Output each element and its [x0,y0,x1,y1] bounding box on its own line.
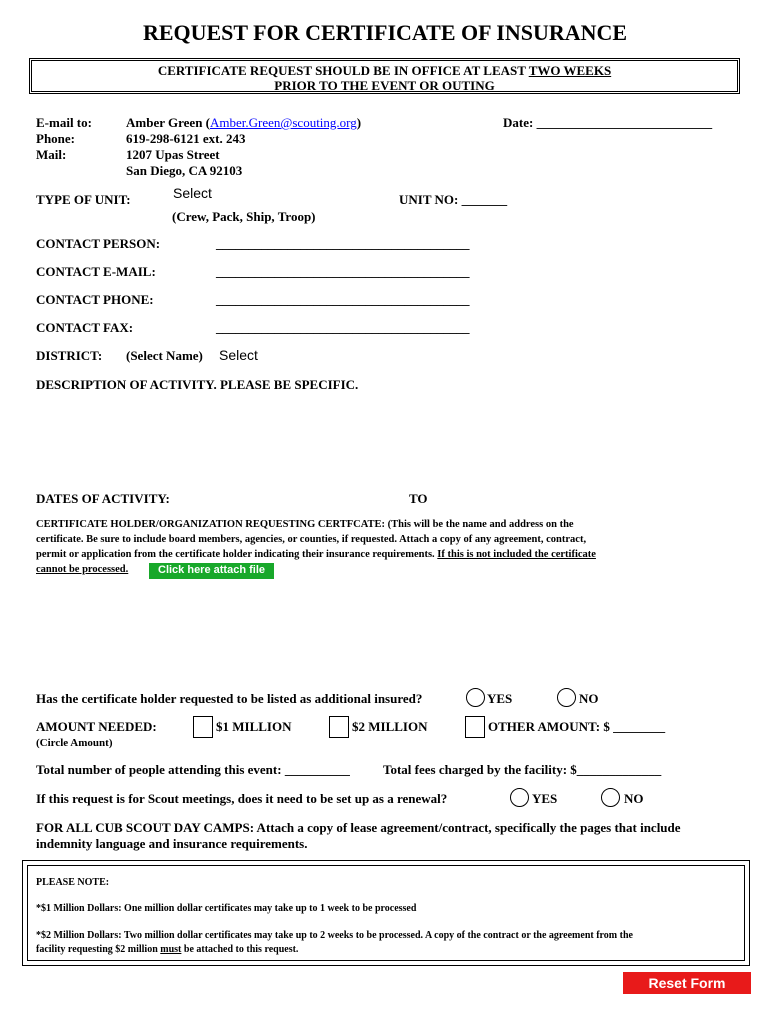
type-of-unit-label: TYPE OF UNIT: [36,192,131,207]
amount-other-label: OTHER AMOUNT: $ ________ [488,719,666,734]
holder-line-3-text: permit or application from the certificate holder indicating their insurance requirements. [36,549,438,560]
note-2-text: facility requesting $2 million [36,944,161,955]
note-2-text-end: be attached to this request. [181,944,299,955]
additional-insured-yes-label: YES [487,691,513,706]
contact-email-field[interactable]: _______________________________________ [216,264,470,279]
amount-2-million-label: $2 MILLION [352,719,428,734]
renewal-no-radio[interactable] [601,788,620,807]
amount-hint: (Circle Amount) [36,737,113,749]
attach-file-button[interactable]: Click here attach file [149,563,274,579]
please-note-header: PLEASE NOTE: [36,877,110,888]
amount-1-million-checkbox[interactable] [193,716,213,738]
additional-insured-question: Has the certificate holder requested to be listed as additional insured? [36,691,423,706]
description-field[interactable] [36,396,736,480]
page-title: REQUEST FOR CERTIFICATE OF INSURANCE [142,20,628,45]
contact-person-label: CONTACT PERSON: [36,236,161,251]
renewal-question: If this request is for Scout meetings, does it need to be set up as a renewal? [36,791,448,806]
email-label: E-mail to: [36,115,92,130]
please-note-1: *$1 Million Dollars: One million dollar certificates may take up to 1 week to be processed [36,903,417,914]
dates-to-label: TO [409,491,428,506]
contact-person-field[interactable]: _______________________________________ [216,236,470,251]
renewal-yes-radio[interactable] [510,788,529,807]
dates-label: DATES OF ACTIVITY: [36,491,170,506]
district-select[interactable]: Select [219,347,258,363]
contact-fax-field[interactable]: _______________________________________ [216,320,470,335]
city-value: San Diego, CA 92103 [126,163,243,178]
contact-phone-label: CONTACT PHONE: [36,292,154,307]
additional-insured-no-radio[interactable] [557,688,576,707]
amount-other-checkbox[interactable] [465,716,485,738]
mail-label: Mail: [36,147,67,162]
holder-line-4: cannot be processed. [36,564,129,575]
description-label: DESCRIPTION OF ACTIVITY. PLEASE BE SPECIFIC. [36,377,359,392]
email-line [126,115,361,131]
unit-type-select[interactable]: Select [173,185,212,201]
people-attending-field[interactable]: Total number of people attending this event: __________ [36,762,350,777]
holder-field[interactable] [36,582,736,682]
notice-emphasis: TWO WEEKS [528,63,612,78]
district-hint: (Select Name) [126,348,203,363]
amount-1-million-label: $1 MILLION [216,719,292,734]
day-camps-line-1: FOR ALL CUB SCOUT DAY CAMPS: Attach a copy of lease agreement/contract, specifically the pages that include [36,820,681,835]
note-2-emphasis: must [160,944,182,955]
date-field[interactable]: Date: ___________________________ [503,115,713,130]
contact-name: Amber Green ( [126,115,210,130]
contact-fax-label: CONTACT FAX: [36,320,134,335]
holder-line-3 [36,549,596,560]
start-date-field[interactable] [190,489,390,507]
please-note-2-line-2 [36,944,298,955]
email-link[interactable]: Amber.Green@scouting.org [210,115,357,130]
contact-phone-field[interactable]: _______________________________________ [216,292,470,307]
amount-2-million-checkbox[interactable] [329,716,349,738]
additional-insured-no-label: NO [579,691,599,706]
renewal-yes-label: YES [532,791,558,806]
street-value: 1207 Upas Street [126,147,220,162]
amount-label: AMOUNT NEEDED: [36,719,157,734]
holder-line-2: certificate. Be sure to include board members, agencies, or counties, if requested. Attach a copy of any agreement, contract, [36,534,587,545]
renewal-no-label: NO [624,791,644,806]
contact-email-label: CONTACT E-MAIL: [36,264,156,279]
unit-number-field[interactable]: UNIT NO: _______ [399,192,508,207]
unit-type-hint: (Crew, Pack, Ship, Troop) [172,209,316,224]
please-note-2-line-1: *$2 Million Dollars: Two million dollar certificates may take up to 2 weeks to be processed. A copy of the contract or the agreement from the [36,930,633,941]
reset-form-button[interactable]: Reset Form [623,972,751,994]
notice-line-1 [29,63,740,79]
holder-line-1: CERTIFICATE HOLDER/ORGANIZATION REQUESTING CERTFCATE: (This will be the name and address on the [36,519,574,530]
holder-line-3-emphasis: If this is not included the certificate [437,549,596,560]
email-close-paren: ) [356,115,362,130]
notice-line-2: PRIOR TO THE EVENT OR OUTING [274,78,495,93]
end-date-field[interactable] [436,489,636,507]
notice-text: CERTIFICATE REQUEST SHOULD BE IN OFFICE AT LEAST [157,63,529,78]
phone-value: 619-298-6121 ext. 243 [126,131,246,146]
district-label: DISTRICT: [36,348,103,363]
phone-label: Phone: [36,131,75,146]
facility-fees-field[interactable]: Total fees charged by the facility: $_____________ [383,762,662,777]
day-camps-line-2: indemnity language and insurance requirements. [36,836,308,851]
additional-insured-yes-radio[interactable] [466,688,485,707]
